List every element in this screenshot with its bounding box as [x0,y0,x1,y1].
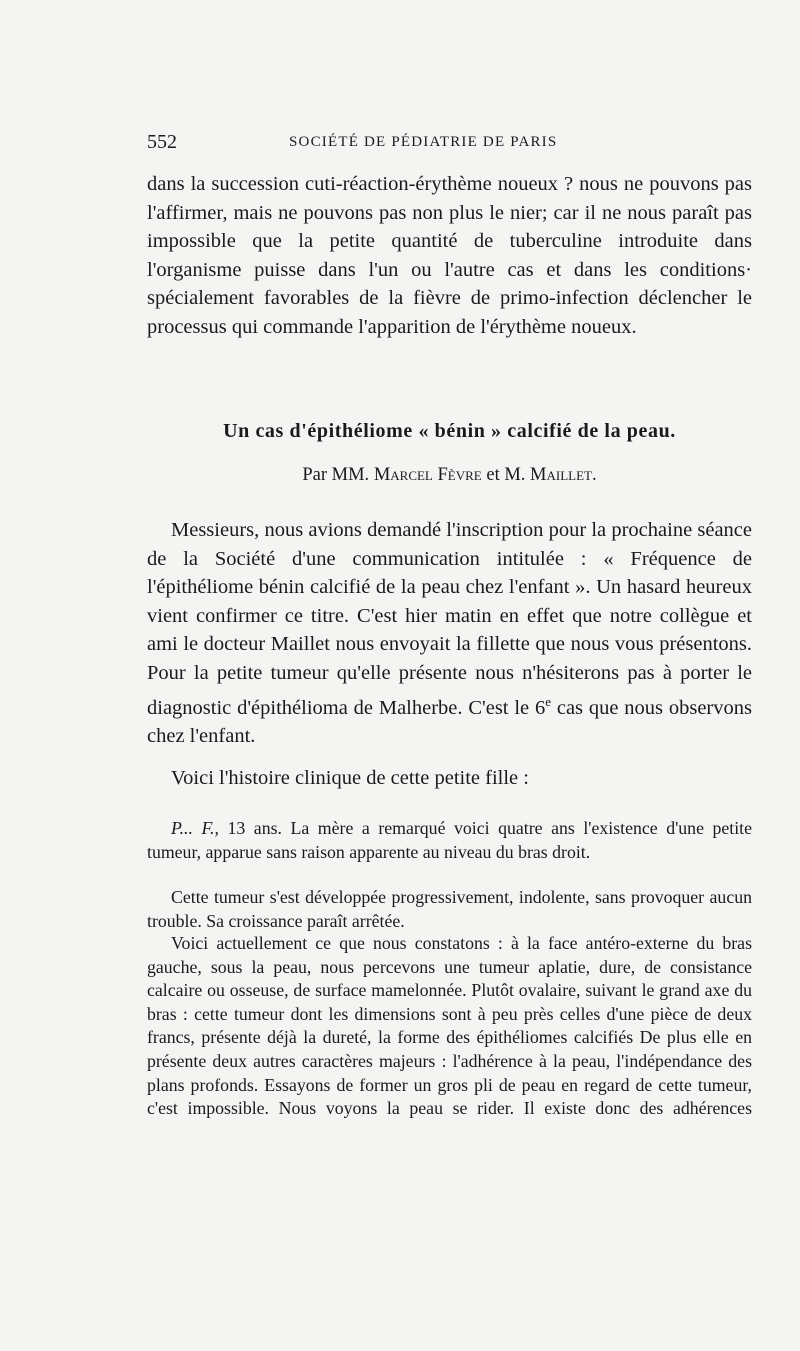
patient-initials: P... F., [171,818,219,838]
case-paragraph-2: Cette tumeur s'est développée progressivement, indolente, sans provoquer aucun trouble. Sa croissance paraît arrêtée. [147,887,752,931]
case-paragraph-3: Voici actuellement ce que nous constatons : à la face antéro-externe du bras gauche, sous la peau, nous percevons une tumeur aplatie, dure, de consistance calcaire ou osseuse, de surface mamelonnée. Plutôt ovalaire, suivant le grand axe du bras : cette tumeur dont les dimensions sont à peu près celles d'une pièce de deux francs, présente déjà la dureté, la forme des épithéliomes calcifiés De plus elle en présente deux autres caractères majeurs : l'adhérence à la peau, l'indépendance des plans profonds. Essayons de former un gros pli de peau en regard de cette tumeur, c'est impossible. Nous voyons la peau se rider. Il existe donc des adhérences [147,933,752,1119]
paragraph-1: dans la succession cuti-réaction-érythème noueux ? nous ne pouvons pas l'affirmer, mais ne pouvons pas non plus le nier; car il ne nous paraît pas impossible que la petite quantité de tuberculine introduite dans l'organisme puisse dans l'un ou l'autre cas et dans les conditions· spécialement favorables de la fièvre de primo-infection déclencher le processus qui commande l'apparition de l'érythème noueux. [147,173,752,338]
paragraph-3: Voici l'histoire clinique de cette petite fille : [171,767,529,789]
running-title: SOCIÉTÉ DE PÉDIATRIE DE PARIS [289,134,558,150]
author-1: Marcel Fèvre [373,465,482,485]
paragraph-2-end: cas que nous observons chez l'enfant. [147,696,752,747]
article-authors [147,465,752,486]
paragraph-2-superscript: e [545,693,551,709]
author-2: Maillet. [530,465,597,485]
case-paragraph-1 [147,817,752,864]
authors-join: et M. [486,465,526,485]
paragraph-2-text: Messieurs, nous avions demandé l'inscription pour la prochaine séance de la Société d'une communication intitulée : « Fréquence de l'épithéliome bénin calcifié de la peau chez l'enfant ». Un hasard heureux vient confirmer ce titre. C'est hier matin en effet que notre collègue et ami le docteur Maillet nous envoyait la fillette que nous vous présentons. Pour la petite tumeur qu'elle présente nous n'hésiterons pas à porter le diagnostic d'épithélioma de Malherbe. C'est le 6 [147,519,752,719]
article-title: Un cas d'épithéliome « bénin » calcifié de la peau. [223,420,676,442]
page-number: 552 [147,131,177,153]
authors-prefix: Par MM. [302,465,370,485]
paragraph-2 [147,516,752,751]
case-text-1: 13 ans. La mère a remarqué voici quatre ans l'existence d'une petite tumeur, apparue sans raison apparente au niveau du bras droit. [147,818,753,862]
